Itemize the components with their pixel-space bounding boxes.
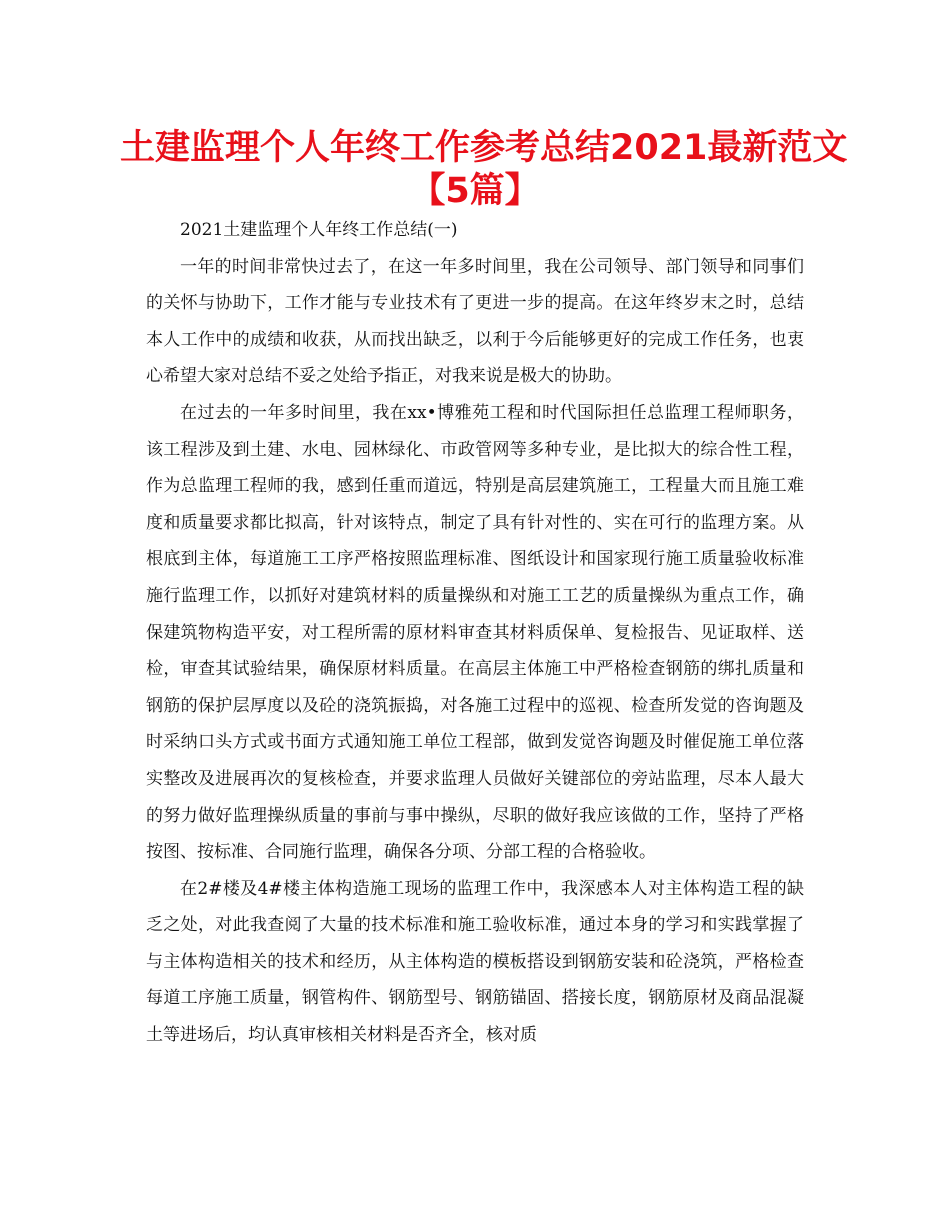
document-title-line-1: 土建监理个人年终工作参考总结2021最新范文 [120,128,848,168]
section-heading: 2021土建监理个人年终工作总结(一) [180,220,458,240]
document-body [146,212,804,1054]
paragraph-2: 在过去的一年多时间里，我在xx•博雅苑工程和时代国际担任总监理工程师职务，该工程涉及到土建、水电、园林绿化、市政管网等多种专业，是比拟大的综合性工程，作为总监理工程师的我，感到任重而道远，特别是高层建筑施工，工程量大而且施工难度和质量要求都比拟高，针对该特点，制定了具有针对性的、实在可行的监理方案。从根底到主体，每道施工工序严格按照监理标准、图纸设计和国家现行施工质量验收标准施行监理工作，以抓好对建筑材料的质量操纵和对施工工艺的质量操纵为重点工作，确保建筑物构造平安，对工程所需的原材料审查其材料质保单、复检报告、见证取样、送检，审查其试验结果，确保原材料质量。在高层主体施工中严格检查钢筋的绑扎质量和钢筋的保护层厚度以及砼的浇筑振捣，对各施工过程中的巡视、检查所发觉的咨询题及时采纳口头方式或书面方式通知施工单位工程部，做到发觉咨询题及时催促施工单位落实整改及进展再次的复核检查，并要求监理人员做好关键部位的旁站监理，尽本人最大的努力做好监理操纵质量的事前与事中操纵，尽职的做好我应该做的工作，坚持了严格按图、按标准、合同施行监理，确保各分项、分部工程的合格验收。 [146,402,804,863]
document-title-line-2: 【5篇】 [410,171,540,211]
paragraph-1: 一年的时间非常快过去了，在这一年多时间里，我在公司领导、部门领导和同事们的关怀与协助下，工作才能与专业技术有了更进一步的提高。在这年终岁末之时，总结本人工作中的成绩和收获，从而找出缺乏，以利于今后能够更好的完成工作任务，也衷心希望大家对总结不妥之处给予指正，对我来说是极大的协助。 [146,256,804,387]
paragraph-3: 在2#楼及4#楼主体构造施工现场的监理工作中，我深感本人对主体构造工程的缺乏之处，对此我查阅了大量的技术标准和施工验收标准，通过本身的学习和实践掌握了与主体构造相关的技术和经历，从主体构造的模板搭设到钢筋安装和砼浇筑，严格检查每道工序施工质量，钢管构件、钢筋型号、钢筋锚固、搭接长度，钢筋原材及商品混凝土等进场后，均认真审核相关材料是否齐全，核对质 [146,878,804,1046]
